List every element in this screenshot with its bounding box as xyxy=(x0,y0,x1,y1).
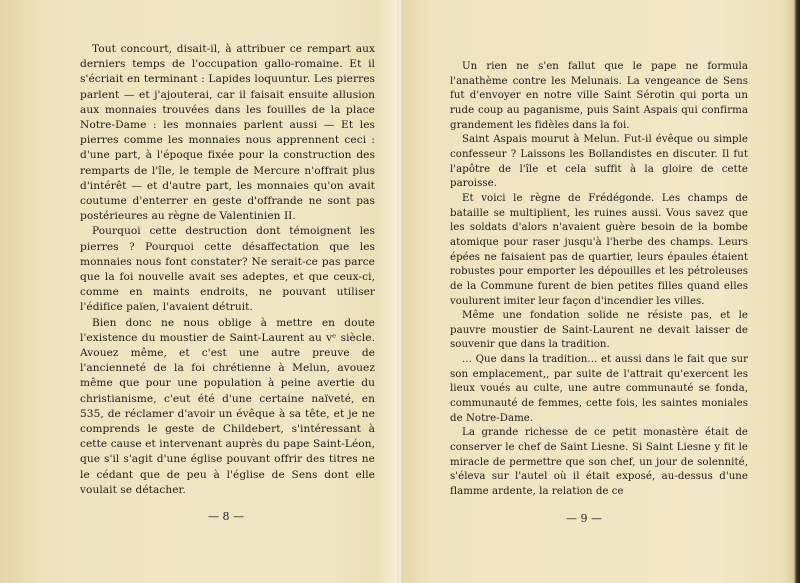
right-page-text xyxy=(450,60,748,500)
paragraph: Pourquoi cette destruction dont témoignent les pierres ? Pourquoi cette désaffectation que les monnaies nous font constater? Ne serait-ce pas parce que la foi nouvelle avait ses adeptes, et que ceux-ci, comme en maints endroits, ne pouvant utiliser l'édifice païen, l'avaient détruit. xyxy=(80,225,375,314)
page-number: — 8 — xyxy=(208,510,244,523)
left-page xyxy=(0,0,399,583)
paragraph: Saint Aspais mourut à Melun. Fut-il évêque ou simple confesseur ? Laissons les Bollandistes en discuter. Il fut l'apôtre de l'île et cela suffit à la gloire de cette paroisse. xyxy=(450,134,748,190)
paragraph: Bien donc ne nous oblige à mettre en doute l'existence du moustier de Saint-Laurent au vᵉ siècle. Avouez même, et c'est une autre preuve de l'ancienneté de la foi chrétienne à Melun, avouez même que pour une population à peine avertie du christianisme, c'eut été d'une certaine naïveté, en 535, de réclamer d'avoir un évêque à sa tête, et je ne comprends le geste de Childebert, s'intéressant à cette cause et intervenant auprès du pape Saint-Léon, que s'il s'agit d'une église pouvant offrir des titres ne le cédant que de peu à l'église de Sens dont elle voulait se détacher. xyxy=(80,316,375,496)
paragraph: ... Que dans la tradition... et aussi dans le fait que sur son emplacement,, par suite de l'attrait qu'exercent les lieux voués au culte, une autre communauté se fonda, communauté de femmes, cette fois, les saintes moniales de Notre-Dame. xyxy=(450,354,748,424)
paragraph: Même une fondation solide ne résiste pas, et le pauvre moustier de Saint-Laurent ne devait laisser de souvenir que dans la tradition. xyxy=(450,310,748,351)
paragraph: Tout concourt, disait-il, à attribuer ce rempart aux derniers temps de l'occupation gallo-romaine. Et il s'écriait en terminant : Lapides loquuntur. Les pierres parlent — et j'ajouterai, car il faisait ensuite allusion aux monnaies trouvées dans les fouilles de la place Notre-Dame : les monnaies parlent aussi — Et les pierres comme les monnaies nous apprennent ceci : d'une part, à l'époque fixée pour la construction des remparts de l'île, le temple de Mercure n'offrait plus d'intérêt — et d'autre part, les monnaies qu'on avait coutume d'enterrer en geste d'offrande ne sont pas postérieures au règne de Valentinien II. xyxy=(80,43,375,223)
left-page-text xyxy=(80,42,375,498)
paragraph: Et voici le règne de Frédégonde. Les champs de bataille se multiplient, les ruines aussi. Vous savez que les soldats d'alors n'avaient guère besoin de la bombe atomique pour raser jusqu'à l'herbe des champs. Leurs épées ne faisaient pas de quartier, leurs épaules étaient robustes pour emporter les dépouilles et les pétroleuses de la Commune furent de bien petites filles quand elles voulurent imiter leur façon d'incendier les villes. xyxy=(450,192,748,307)
right-page xyxy=(401,0,793,583)
page-number: — 9 — xyxy=(566,512,602,525)
paragraph: Un rien ne s'en fallut que le pape ne formula l'anathème contre les Melunais. La vengeance de Sens fut d'envoyer en notre ville Saint Sérotin qui porta un rude coup au paganisme, puis Saint Aspais qui confirma grandement les fidèles dans la foi. xyxy=(450,61,748,131)
paragraph: La grande richesse de ce petit monastère était de conserver le chef de Saint Liesne. Si Saint Liesne y fit le miracle de permettre que son chef, un jour de solennité, s'éleva sur l'autel où il était exposé, au-dessus d'une flamme ardente, la relation de ce xyxy=(450,427,748,498)
